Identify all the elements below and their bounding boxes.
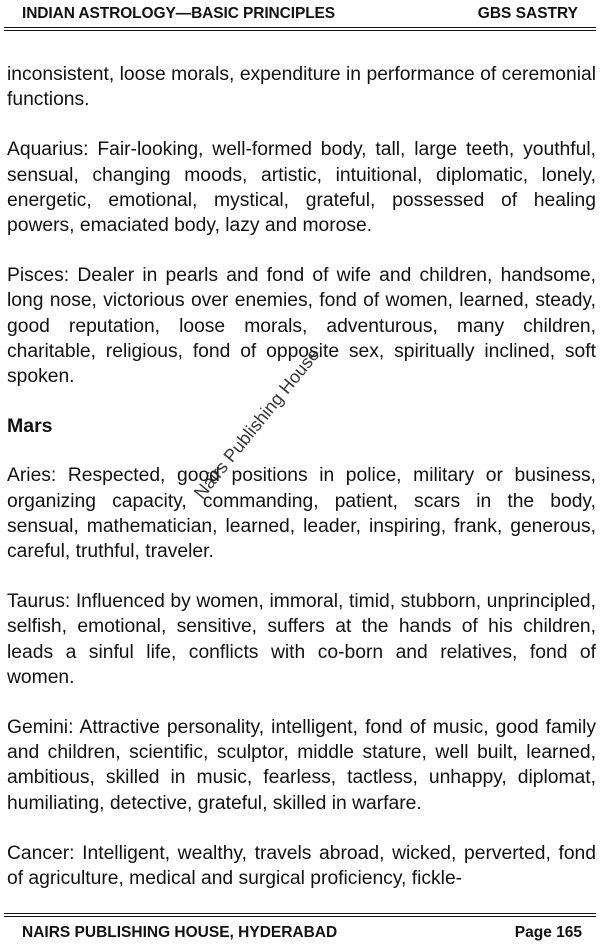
footer-rule-double [4, 916, 596, 917]
paragraph-aquarius: Aquarius: Fair-looking, well-formed body, tall, large teeth, youthful, sensual, changing moods, artistic, intuitional, diplomatic, lonely, energetic, emotional, mystical, grateful, possessed of healing powers, emaciated body, lazy and morose. [7, 139, 596, 237]
section-heading-mars: Mars [7, 415, 53, 438]
paragraph-aries: Aries: Respected, good positions in police, military or business, organizing capacity, commanding, patient, scars in the body, sensual, mathematician, learned, leader, inspiring, frank, generous, careful, truthful, traveler. [7, 465, 596, 563]
header-rule-double [4, 30, 596, 31]
footer-rule [4, 913, 596, 914]
page-header [8, 2, 590, 26]
paragraph-continuation: inconsistent, loose morals, expenditure in performance of ceremonial functions. [7, 64, 596, 111]
paragraph-pisces: Pisces: Dealer in pearls and fond of wife and children, handsome, long nose, victorious over enemies, fond of women, learned, steady, good reputation, loose morals, adventurous, many children, charitable, religious, fond of opposite sex, spiritually inclined, soft spoken. [7, 265, 596, 388]
page-footer [8, 922, 590, 944]
publisher-watermark: Nairs Publishing House [190, 344, 324, 503]
book-title: INDIAN ASTROLOGY—BASIC PRINCIPLES [22, 5, 336, 22]
paragraph-gemini: Gemini: Attractive personality, intelligent, fond of music, good family and children, scientific, sculptor, middle stature, well built, learned, ambitious, skilled in music, fearless, tactless, unhappy, diplomat, humiliating, detective, grateful, skilled in warfare. [7, 717, 596, 814]
page-number: Page 165 [514, 924, 582, 941]
paragraph-taurus: Taurus: Influenced by women, immoral, timid, stubborn, unprincipled, selfish, emotional, sensitive, suffers at the hands of his children, leads a sinful life, conflicts with co-born and relatives, fond of women. [7, 591, 596, 688]
header-rule [4, 27, 596, 28]
publisher-name: NAIRS PUBLISHING HOUSE, HYDERABAD [22, 924, 338, 941]
author-name: GBS SASTRY [477, 5, 578, 22]
page-body [7, 62, 596, 916]
paragraph-cancer: Cancer: Intelligent, wealthy, travels abroad, wicked, perverted, fond of agriculture, medical and surgical proficiency, fickle- [7, 842, 596, 890]
